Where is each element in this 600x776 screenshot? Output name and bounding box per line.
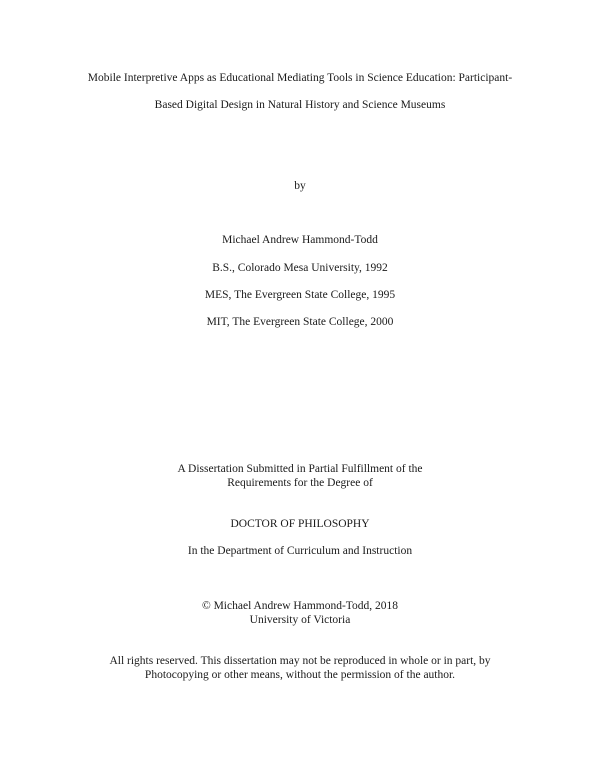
department: In the Department of Curriculum and Instruction [187, 545, 413, 557]
title-line-1: Mobile Interpretive Apps as Educational Mediating Tools in Science Education: Participant- [87, 72, 513, 84]
copyright-line: © Michael Andrew Hammond-Todd, 2018 [201, 600, 399, 612]
author-name: Michael Andrew Hammond-Todd [222, 234, 378, 246]
university-name: University of Victoria [249, 614, 351, 626]
degree-title: DOCTOR OF PHILOSOPHY [230, 518, 370, 530]
submission-line-2: Requirements for the Degree of [227, 477, 373, 489]
degree-mes: MES, The Evergreen State College, 1995 [204, 289, 396, 301]
title-line-2: Based Digital Design in Natural History and Science Museums [154, 99, 446, 111]
degree-mit: MIT, The Evergreen State College, 2000 [206, 316, 394, 328]
degree-bs: B.S., Colorado Mesa University, 1992 [212, 262, 388, 274]
by-label: by [294, 180, 306, 192]
rights-line-2: Photocopying or other means, without the permission of the author. [144, 669, 456, 681]
submission-line-1: A Dissertation Submitted in Partial Fulfillment of the [177, 463, 423, 475]
rights-line-1: All rights reserved. This dissertation may not be reproduced in whole or in part, by [109, 655, 491, 667]
